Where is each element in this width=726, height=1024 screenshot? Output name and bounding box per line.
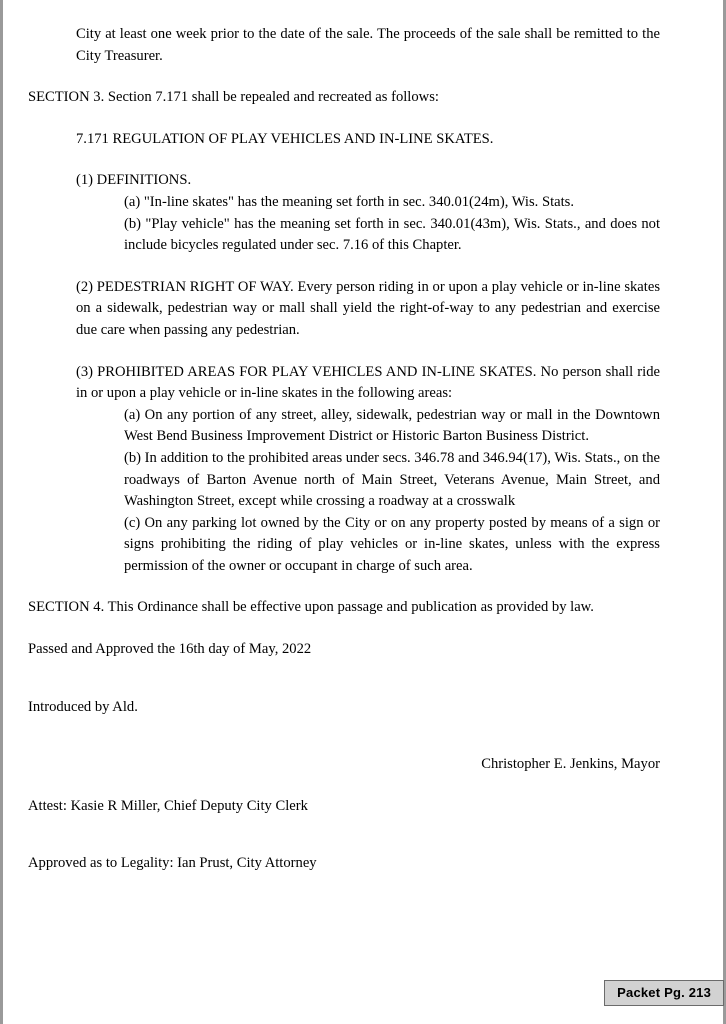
prohibited-item-a: (a) On any portion of any street, alley, sidewalk, pedestrian way or mall in the Downtown West Bend Business Improvement District or Historic Barton Business District.	[124, 406, 660, 445]
definition-item-b: (b) "Play vehicle" has the meaning set forth in sec. 340.01(43m), Wis. Stats., and does not include bicycles regulated under sec. 7.16 of this Chapter.	[124, 215, 660, 254]
paragraph-passed-approved: Passed and Approved the 16th day of May, 2022	[28, 641, 312, 658]
paragraph-section-3: SECTION 3. Section 7.171 shall be repealed and recreated as follows:	[28, 89, 439, 106]
paragraph-prohibited-areas: (3) PROHIBITED AREAS FOR PLAY VEHICLES AND IN-LINE SKATES. No person shall ride in or upon a play vehicle or in-line skates in the following areas:	[76, 363, 660, 402]
heading-ordinance-7-171: 7.171 REGULATION OF PLAY VEHICLES AND IN-LINE SKATES.	[76, 130, 494, 147]
paragraph-pedestrian-right-of-way: (2) PEDESTRIAN RIGHT OF WAY. Every person riding in or upon a play vehicle or in-line skates on a sidewalk, pedestrian way or mall shall yield the right-of-way to any pedestrian and exercise due care when passing any pedestrian.	[76, 278, 660, 338]
document-body	[28, 24, 660, 875]
prohibited-item-b: (b) In addition to the prohibited areas under secs. 346.78 and 346.94(17), Wis. Stats., on the roadways of Barton Avenue north of Main Street, Veterans Avenue, Main Street, and Washington Street, except while crossing a roadway at a crosswalk	[124, 449, 660, 510]
packet-page-badge[interactable]: Packet Pg. 213	[604, 980, 724, 1006]
heading-definitions: (1) DEFINITIONS.	[76, 172, 192, 189]
signature-approved-legality: Approved as to Legality: Ian Prust, City Attorney	[28, 855, 317, 872]
paragraph-section-4: SECTION 4. This Ordinance shall be effective upon passage and publication as provided by law.	[28, 599, 594, 616]
page-left-edge	[0, 0, 3, 1024]
signature-mayor: Christopher E. Jenkins, Mayor	[481, 756, 660, 773]
signature-attest-clerk: Attest: Kasie R Miller, Chief Deputy City Clerk	[28, 797, 308, 814]
paragraph-sale-proceeds: City at least one week prior to the date of the sale. The proceeds of the sale shall be remitted to the City Treasurer.	[76, 26, 660, 64]
paragraph-introduced-by: Introduced by Ald.	[28, 698, 138, 715]
definition-item-a: (a) "In-line skates" has the meaning set forth in sec. 340.01(24m), Wis. Stats.	[124, 193, 574, 210]
prohibited-item-c: (c) On any parking lot owned by the City or on any property posted by means of a sign or signs prohibiting the riding of play vehicles or in-line skates, unless with the express permission of the owner or occupant in charge of such area.	[124, 514, 660, 574]
